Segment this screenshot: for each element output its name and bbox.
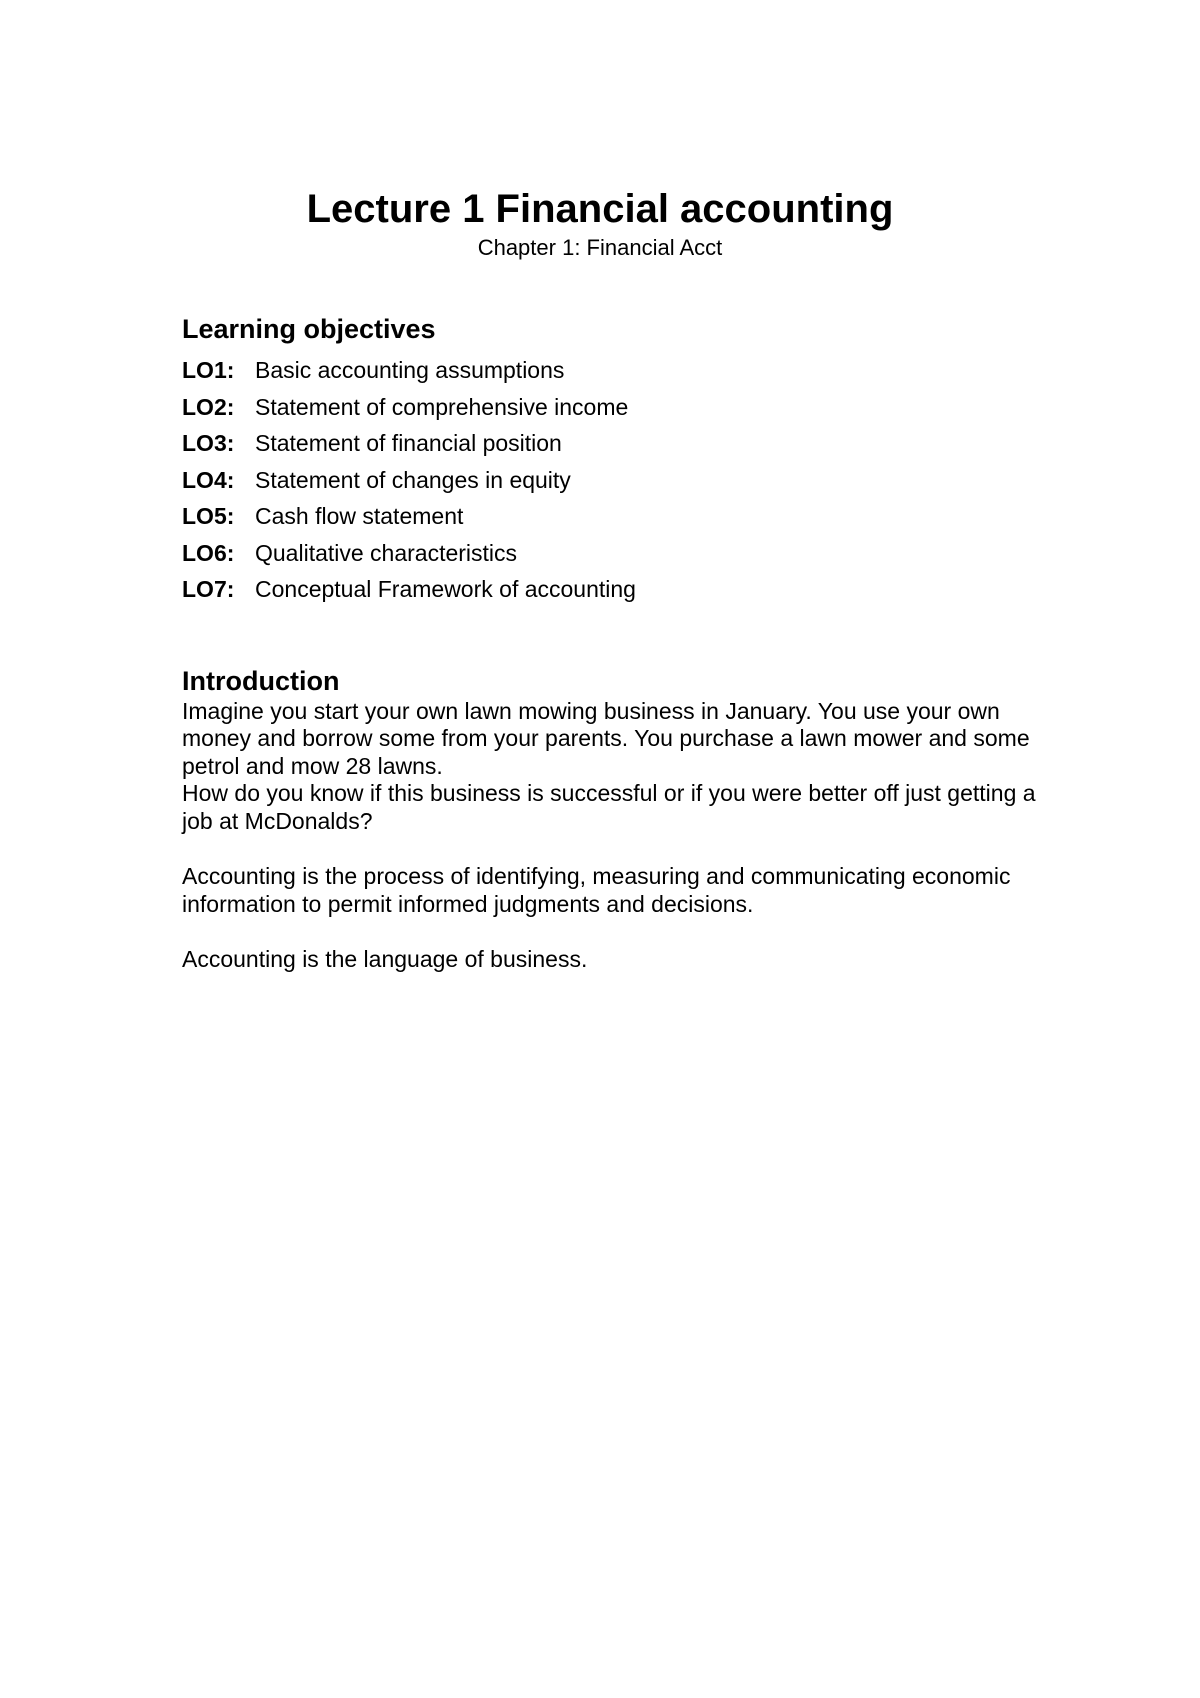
intro-question: How do you know if this business is successful or if you were better off just getting a job at McDonalds? <box>182 780 1036 834</box>
objective-text: Basic accounting assumptions <box>255 357 565 383</box>
learning-objective-item <box>182 352 1042 389</box>
objective-code: LO1: <box>182 357 235 383</box>
learning-objective-item <box>182 535 1042 572</box>
learning-objectives-list <box>182 352 1042 608</box>
learning-objective-item <box>182 462 1042 499</box>
introduction-heading: Introduction <box>182 665 340 696</box>
objective-text: Conceptual Framework of accounting <box>255 576 636 602</box>
objective-text: Statement of comprehensive income <box>255 393 629 420</box>
document-body <box>182 312 1042 974</box>
objective-code: LO4: <box>182 466 235 493</box>
learning-objective-item <box>182 571 1042 608</box>
accounting-language-statement: Accounting is the language of business. <box>182 946 588 972</box>
learning-objective-item <box>182 389 1042 426</box>
learning-objectives-section <box>182 312 1042 608</box>
learning-objective-item <box>182 498 1042 535</box>
objective-text: Statement of financial position <box>255 430 562 456</box>
objective-text: Cash flow statement <box>255 503 464 529</box>
page-subtitle: Chapter 1: Financial Acct <box>477 235 723 260</box>
learning-objectives-heading: Learning objectives <box>182 314 436 344</box>
objective-code: LO2: <box>182 393 235 420</box>
document-header <box>0 186 1200 262</box>
objective-text: Qualitative characteristics <box>255 539 518 566</box>
intro-paragraph: Imagine you start your own lawn mowing business in January. You use your own money and borrow some from your parents. You purchase a lawn mower and some petrol and mow 28 lawns. <box>182 697 1030 779</box>
objective-code: LO6: <box>182 539 235 566</box>
introduction-section <box>182 664 1042 974</box>
objective-text: Statement of changes in equity <box>255 466 571 493</box>
accounting-definition: Accounting is the process of identifying, measuring and communicating economic information to permit informed judgments and decisions. <box>182 863 1011 917</box>
objective-code: LO3: <box>182 430 235 456</box>
learning-objective-item <box>182 425 1042 462</box>
page-title: Lecture 1 Financial accounting <box>306 187 894 231</box>
objective-code: LO5: <box>182 503 235 529</box>
objective-code: LO7: <box>182 576 235 602</box>
